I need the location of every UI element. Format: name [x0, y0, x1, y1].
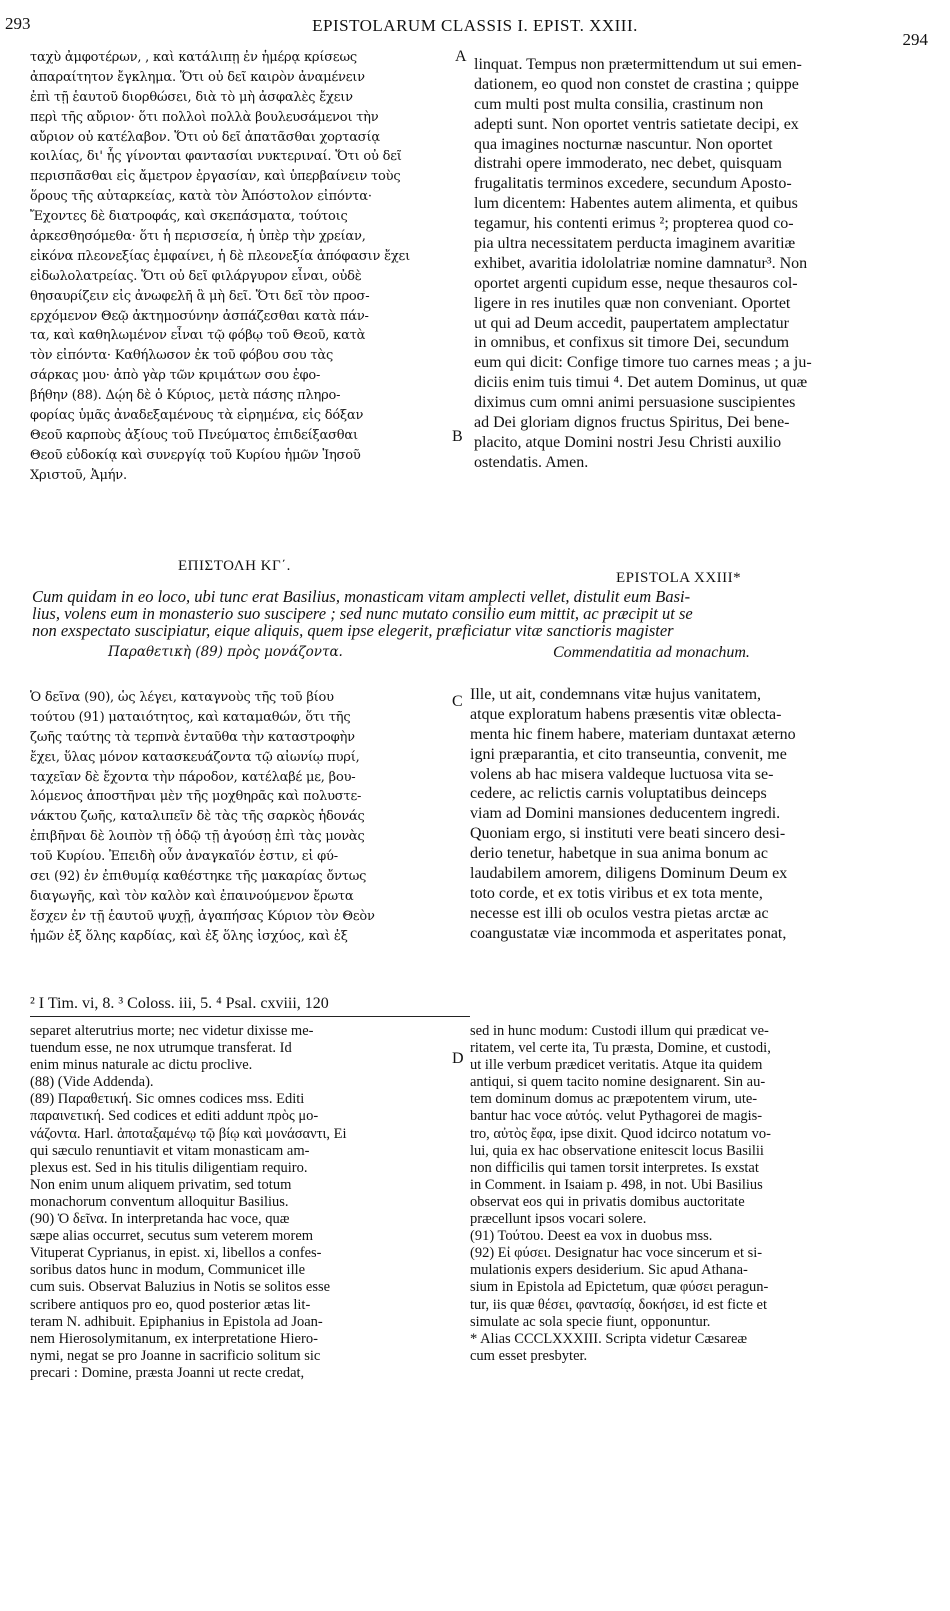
text-line: nem Hierosolymitanum, ex interpretatione Hiero-: [30, 1330, 318, 1347]
text-line: lius, volens eum in monasterio suo suscipere ; sed nunc mutato consilio eum mittit, ac præcipit ut se: [32, 604, 693, 623]
margin-marker-c: C: [452, 693, 463, 710]
top-latin-column: [474, 55, 919, 495]
text-line: ἔσχεν ἐν τῇ ἑαυτοῦ ψυχῇ, ἀγαπήσας Κύριον τὸν Θεὸν: [30, 908, 375, 924]
text-line: sed in hunc modum: Custodi illum qui prædicat ve-: [470, 1023, 769, 1039]
text-line: ἔχει, ὕλας μόνον κατασκευάζοντα τῷ αἰωνίῳ πυρί,: [30, 749, 360, 765]
text-line: περισπᾶσθαι εἰς ἄμετρον ἐργασίαν, καὶ ὑπερβαίνειν τοὺς: [30, 169, 401, 185]
letter-summary: [32, 588, 912, 639]
text-line: pia ultra necessitatem perducta imaginem avaritiæ: [474, 235, 796, 253]
greek-subtitle: Παραθετικὴ (89) πρὸς μονάζοντα.: [108, 644, 343, 660]
text-line: bantur hac voce αὐτός. velut Pythagorei de magis-: [470, 1108, 763, 1125]
text-line: non exspectato suscipiatur, eique aliquis, quem ipse elegerit, præficiatur vitæ sanctioris magister: [32, 621, 674, 640]
text-line: tuendum esse, ne nox utrumque transferat. Id: [30, 1040, 292, 1057]
text-line: παραινετική. Sed codices et editi addunt πρὸς μο-: [30, 1108, 319, 1125]
text-line: in Comment. in Isaiam p. 498, in not. Ubi Basilius: [470, 1176, 763, 1193]
latin-letter-title: EPISTOLA XXIII*: [616, 570, 742, 586]
text-line: φορίας ὑμᾶς ἀναδεξαμένους τὰ εἰρημένα, εἰς δόξαν: [30, 408, 364, 424]
text-line: (92) Εἰ φύσει. Designatur hac voce sincerum et si-: [470, 1245, 763, 1262]
text-line: νάκτου ζωῆς, καταλιπεῖν δὲ τὰς τῆς σαρκὸς ἡδονάς: [30, 809, 365, 825]
greek-letter-title: ΕΠΙΣΤΟΛΗ ΚΓ΄.: [178, 558, 291, 574]
text-line: ερχόμενον Θεῷ ἀκτημοσύνην ἀσπάζεσθαι κατὰ πάν-: [30, 308, 369, 324]
text-line: placito, atque Domini nostri Jesu Christi auxilio: [474, 433, 782, 451]
text-line: (91) Τούτου. Deest ea vox in duobus mss.: [470, 1228, 713, 1245]
text-line: nymi, negat se pro Joanne in sacrificio solitum sic: [30, 1347, 321, 1364]
footnote-divider: [30, 1016, 470, 1017]
text-line: κοιλίας, δι' ἧς γίνονται φαντασίαι νυκτεριναί. Ὅτι οὐ δεῖ: [30, 149, 402, 165]
text-line: Ille, ut ait, condemnans vitæ hujus vanitatem,: [470, 686, 762, 703]
text-line: tur, iis quæ θέσει, φαντασίᾳ, δοκήσει, id est ficte et: [470, 1296, 768, 1313]
text-line: eum qui dicit: Confige timore tuo carnes meas ; a ju-: [474, 354, 812, 372]
text-line: ut ille verbum prædicet veritatis. Atque ita quidem: [470, 1057, 763, 1074]
text-line: cum suis. Observat Baluzius in Notis se solitos esse: [30, 1279, 331, 1296]
text-line: sæpe alias occurret, secutus sum veterem morem: [30, 1228, 314, 1245]
text-line: qua imagines nocturnæ nascuntur. Non oportet: [474, 135, 773, 153]
text-line: diciis enim tuis timui ⁴. Det autem Dominus, ut quæ: [474, 374, 808, 392]
text-line: coangustatæ viæ incommoda et asperitates ponat,: [470, 924, 787, 942]
text-line: frugalitatis terminos excedere, secundum Aposto-: [474, 175, 792, 193]
text-line: menta hic finem habere, materiam duntaxat æterno: [470, 725, 796, 743]
text-line: Θεοῦ εὐδοκίᾳ καὶ συνεργίᾳ τοῦ Κυρίου ἡμῶν Ἰησοῦ: [30, 447, 361, 463]
notes-right-column: [470, 1023, 920, 1383]
text-line: cum multi post multa consilia, crastinum non: [474, 95, 764, 113]
text-line: lui, quia ex hac observatione enitescit locus Basilii: [470, 1142, 764, 1159]
text-line: ζωῆς ταύτης τὰ τερπνὰ ἐνταῦθα τὴν καταστροφὴν: [30, 729, 355, 745]
text-line: volens ab hac misera valdeque luctuosa vita se-: [470, 765, 774, 783]
text-line: qui sæculo renuntiavit et vitam monasticam am-: [30, 1142, 310, 1159]
text-line: σει (92) ἐν ἐπιθυμίᾳ καθέστηκε τῆς μακαρίας ὄντως: [30, 869, 367, 885]
page-number-left: 293: [5, 14, 31, 33]
text-line: αὔριον οὐ κατέλαβον. Ὅτι οὐ δεῖ ἀπατᾶσθαι χορτασίᾳ: [30, 129, 380, 145]
text-line: Cum quidam in eo loco, ubi tunc erat Basilius, monasticam vitam amplecti vellet, distulit eum Basi-: [32, 587, 691, 606]
text-line: in omnibus, et confixus sit timore Dei, secundum: [474, 334, 790, 352]
text-line: Χριστοῦ, Ἀμήν.: [30, 467, 127, 483]
text-line: toto corde, et ex totis viribus et ex tota mente,: [470, 884, 763, 902]
text-line: Ἔχοντες δὲ διατροφάς, καὶ σκεπάσματα, τούτοις: [30, 209, 348, 225]
text-line: σάρκας μου· ἀπὸ γὰρ τῶν κριμάτων σου ἐφο-: [30, 368, 321, 384]
text-line: ἡμῶν ἐξ ὅλης καρδίας, καὶ ἐξ ὅλης ἰσχύος, καὶ ἐξ: [30, 928, 348, 944]
text-line: precari : Domine, præsta Joanni ut recte credat,: [30, 1364, 305, 1381]
body-latin-column: [470, 685, 920, 960]
text-line: non difficilis qui tamen torsit interpretes. Is exstat: [470, 1159, 759, 1176]
text-line: teram N. adhibuit. Epiphanius in Epistola ad Joan-: [30, 1313, 323, 1330]
text-line: atque exploratum habens præsentis vitæ oblecta-: [470, 705, 782, 723]
margin-marker-d: D: [452, 1050, 464, 1067]
top-greek-column: [30, 48, 455, 498]
text-line: τούτου (91) ματαιότητος, καὶ καταμαθών, ὅτι τῆς: [30, 709, 351, 725]
running-title: EPISTOLARUM CLASSIS I. EPIST. XXIII.: [312, 16, 638, 35]
text-line: scribere antiquos pro eo, quod posterior ætas lit-: [30, 1296, 311, 1313]
text-line: διαγωγῆς, καὶ τὸν καλὸν καὶ ἐπαινούμενον ἔρωτα: [30, 888, 354, 904]
text-line: distrahi opere immoderato, nec debet, quisquam: [474, 155, 782, 173]
text-line: ταχεῖαν δὲ ἔχοντα τὴν πάροδον, κατέλαβέ με, βου-: [30, 769, 356, 785]
text-line: exhibet, avaritia idololatriæ nomine damnatur³. Non: [474, 254, 808, 272]
text-line: (89) Παραθετική. Sic omnes codices mss. Editi: [30, 1091, 305, 1108]
text-line: tegamur, his contenti erimus ²; propterea quod co-: [474, 215, 794, 233]
text-line: Θεοῦ καρποὺς ἀξίους τοῦ Πνεύματος ἐπιδείξασθαι: [30, 427, 358, 443]
text-line: mulationis expers desiderium. Sic apud Athana-: [470, 1262, 748, 1279]
margin-marker-a: A: [455, 48, 467, 65]
text-line: ut qui ad Deum accedit, paupertatem amplectatur: [474, 314, 789, 332]
text-line: sium in Epistola ad Epictetum, quæ φύσει peragun-: [470, 1279, 769, 1296]
text-line: tro, αὐτὸς ἔφα, ipse dixit. Quod idcirco notatum vo-: [470, 1125, 771, 1142]
page-number-right: 294: [902, 30, 928, 49]
text-line: εἰδωλολατρείας. Ὅτι οὐ δεῖ φιλάργυρον εἶναι, οὐδὲ: [30, 268, 362, 284]
text-line: ἀρκεσθησόμεθα· ὅτι ἡ περισσεία, ἡ ὑπὲρ τὴν χρείαν,: [30, 229, 366, 245]
text-line: cedere, ac relictis carnis voluptatibus deinceps: [470, 785, 767, 803]
margin-marker-b: B: [452, 428, 463, 445]
text-line: τοῦ Κυρίου. Ἐπειδὴ οὖν ἀναγκαῖόν ἐστιν, εἰ φύ-: [30, 849, 338, 865]
notes-left-column: [30, 1023, 465, 1395]
text-line: soribus datos hunc in modum, Communicet ille: [30, 1262, 306, 1279]
text-line: diximus cum omni animi persuasione suscipientes: [474, 394, 796, 412]
text-line: Vituperat Cyprianus, in epist. xi, libellos a confes-: [30, 1245, 322, 1262]
text-line: laudabilem amorem, diligens Dominum Deum ex: [470, 865, 788, 883]
body-greek-column: [30, 688, 470, 963]
text-line: adepti sunt. Non oportet ventris satietate decipi, ex: [474, 115, 799, 133]
text-line: derio tenetur, habetque in sua anima bonum ac: [470, 845, 768, 863]
text-line: εἰκόνα πλεονεξίας ἐμφαίνει, ἡ δὲ πλεονεξία ἀπόφασιν ἔχει: [30, 248, 410, 264]
text-line: plexus est. Sed in his titulis diligentiam requiro.: [30, 1159, 308, 1176]
text-line: enim minus naturale ac dictu proclive.: [30, 1057, 253, 1074]
text-line: βήθην (88). Δῴη δὲ ὁ Κύριος, μετὰ πάσης πληρο-: [30, 388, 341, 404]
text-line: ταχὺ ἀμφοτέρων, , καὶ κατάλιπῃ ἐν ἡμέρᾳ κρίσεως: [30, 50, 357, 65]
text-line: præcellunt ipsos vocari solere.: [470, 1211, 647, 1228]
text-line: ὅρους τῆς αὐταρκείας, κατὰ τὸν Ἀπόστολον εἰπόντα·: [30, 189, 372, 205]
text-line: necesse est illi ob oculos vestra pietas arctæ ac: [470, 904, 769, 922]
text-line: τα, καὶ καθηλωμένον εἶναι τῷ φόβῳ τοῦ Θεοῦ, κατὰ: [30, 328, 366, 344]
text-line: ἀπαραίτητον ἔγκλημα. Ὅτι οὐ δεῖ καιρὸν ἀναμένειν: [30, 69, 365, 85]
text-line: ostendatis. Amen.: [474, 453, 589, 471]
text-line: Ὁ δεῖνα (90), ὡς λέγει, καταγνοὺς τῆς τοῦ βίου: [30, 690, 334, 705]
text-line: linquat. Tempus non prætermittendum ut sui emen-: [474, 56, 802, 73]
text-line: θησαυρίζειν εἰς ἀνωφελῆ ἃ μὴ δεῖ. Ὅτι δεῖ τὸν προσ-: [30, 288, 370, 304]
text-line: dationem, eo quod non constet de crastina ; quippe: [474, 75, 799, 93]
text-line: igni præparantia, et cito transeuntia, convenit, me: [470, 745, 787, 763]
text-line: simulate ac sola specie fiunt, opponuntur.: [470, 1313, 711, 1330]
text-line: ritatem, vel certe ita, Tu præsta, Domine, et custodi,: [470, 1040, 771, 1057]
text-line: Non enim unum aliquem privatim, sed totum: [30, 1176, 292, 1193]
text-line: cum esset presbyter.: [470, 1347, 588, 1364]
text-line: (90) Ὁ δεῖνα. In interpretanda hac voce, quæ: [30, 1211, 290, 1228]
text-line: λόμενος ἀποστῆναι μὲν τῆς μοχθηρᾶς καὶ πολυστε-: [30, 789, 362, 805]
text-line: antiqui, si quem tacito nomine designarent. Sin au-: [470, 1074, 766, 1091]
text-line: ἐπιβῆναι δὲ λοιπὸν τῇ ὁδῷ τῇ ἀγούσῃ ἐπὶ τὰς μονὰς: [30, 829, 365, 845]
text-line: ligere in res inutiles quæ non conveniant. Oportet: [474, 294, 791, 312]
text-line: (88) (Vide Addenda).: [30, 1074, 154, 1091]
text-line: περὶ τῆς αὔριον· ὅτι πολλοὶ πολλὰ βουλευσάμενοι τὴν: [30, 109, 379, 125]
text-line: νάζοντα. Harl. ἀποταξαμένῳ τῷ βίῳ καὶ μονάσαντι, Ei: [30, 1125, 347, 1142]
text-line: monachorum conventum alloquitur Basilius.: [30, 1193, 289, 1210]
text-line: ad Dei gloriam dignos fructus Spiritus, Dei bene-: [474, 414, 790, 432]
text-line: Quoniam ergo, si instituti vere beati sincero desi-: [470, 825, 786, 843]
text-line: * Alias CCCLXXXIII. Scripta videtur Cæsareæ: [470, 1330, 748, 1347]
scripture-references: ² I Tim. vi, 8. ³ Coloss. iii, 5. ⁴ Psal. cxviii, 120: [30, 995, 329, 1012]
text-line: τὸν εἰπόντα· Καθήλωσον ἐκ τοῦ φόβου σου τὰς: [30, 348, 334, 364]
text-line: tem dominum domus ac præpotentem virum, ute-: [470, 1091, 758, 1108]
text-line: separet alterutrius morte; nec videtur dixisse me-: [30, 1023, 314, 1039]
text-line: viam ad Domini mansiones deducentem ingredi.: [470, 805, 781, 823]
text-line: lum dicentem: Habentes autem alimenta, et quibus: [474, 195, 798, 213]
text-line: oportet argenti cupidum esse, neque thesauros col-: [474, 274, 798, 292]
text-line: observat eos qui in privatis domibus auctoritate: [470, 1193, 745, 1210]
text-line: ἐπὶ τῇ ἑαυτοῦ διορθώσει, διὰ τὸ μὴ ἀσφαλὲς ἔχειν: [30, 89, 353, 105]
latin-subtitle: Commendatitia ad monachum.: [553, 644, 750, 661]
